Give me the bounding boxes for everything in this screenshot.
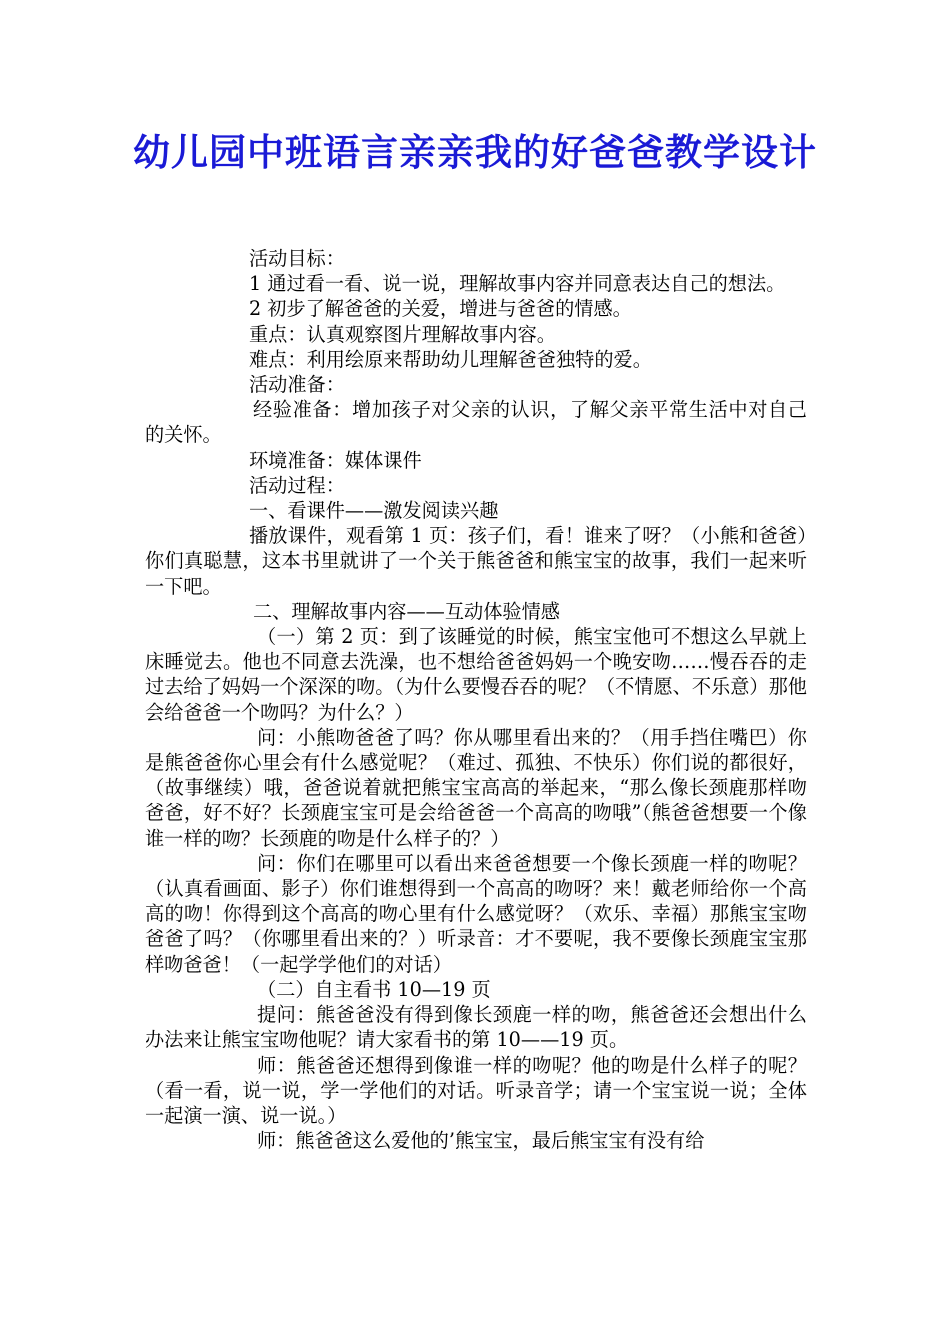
paragraph-key-point: 重点：认真观察图片理解故事内容。 [249, 322, 556, 346]
document-body [145, 246, 807, 1153]
paragraph-step-1-heading: 一、看课件——激发阅读兴趣 [249, 499, 499, 523]
paragraph-question-2: 问：你们在哪里可以看出来爸爸想要一个像长颈鹿一样的吻呢？（认真看画面、影子）你们谁想得到一个高高的吻呀？来！戴老师给你一个高高的吻！你得到这个高高的吻心里有什么感觉呀？（欢乐、幸福）那熊宝宝吻爸爸了吗？（你哪里看出来的？）听录音：才不要呢，我不要像长颈鹿宝宝那样吻爸爸！（一起学学他们的对话） [145, 851, 807, 976]
paragraph-experience-prep: 经验准备：增加孩子对父亲的认识，了解父亲平常生活中对自己的关怀。 [145, 398, 807, 447]
document-title: 幼儿园中班语言亲亲我的好爸爸教学设计 [133, 131, 817, 174]
paragraph-goal-1: 1 通过看一看、说一说，理解故事内容并同意表达自己的想法。 [249, 272, 786, 296]
paragraph-process-heading: 活动过程： [249, 473, 345, 497]
paragraph-prep-heading: 活动准备： [249, 373, 345, 397]
paragraph-page-2: （一）第 2 页：到了该睡觉的时候，熊宝宝他可不想这么早就上床睡觉去。他也不同意去洗澡，也不想给爸爸妈妈一个晚安吻……慢吞吞的走过去给了妈妈一个深深的吻。（为什么要慢吞吞的呢？（不情愿、不乐意）那他会给爸爸一个吻吗？为什么？） [145, 625, 807, 724]
paragraph-step-2-heading: 二、理解故事内容——互动体验情感 [253, 599, 560, 623]
paragraph-self-reading: （二）自主看书 10—19 页 [257, 977, 491, 1001]
paragraph-goal-2: 2 初步了解爸爸的关爱，增进与爸爸的情感。 [249, 297, 632, 321]
paragraph-teacher-2: 师：熊爸爸这么爱他的’熊宝宝，最后熊宝宝有没有给 [257, 1129, 705, 1153]
paragraph-prompt: 提问：熊爸爸没有得到像长颈鹿一样的吻，熊爸爸还会想出什么办法来让熊宝宝吻他呢？请大家看书的第 10——19 页。 [145, 1003, 807, 1052]
paragraph-goals-heading: 活动目标： [249, 247, 345, 270]
paragraph-teacher-1: 师：熊爸爸还想得到像谁一样的吻呢？他的吻是什么样子的呢？（看一看，说一说，学一学他们的对话。听录音学；请一个宝宝说一说；全体一起演一演、说一说。） [145, 1053, 807, 1127]
paragraph-difficulty: 难点：利用绘原来帮助幼儿理解爸爸独特的爱。 [249, 347, 652, 371]
paragraph-environment-prep: 环境准备：媒体课件 [249, 448, 422, 472]
paragraph-question-1: 问：小熊吻爸爸了吗？你从哪里看出来的？（用手挡住嘴巴）你是熊爸爸你心里会有什么感觉呢？（难过、孤独、不快乐）你们说的都很好，（故事继续）哦，爸爸说着就把熊宝宝高高的举起来，“那么像长颈鹿那样吻爸爸，好不好？长颈鹿宝宝可是会给爸爸一个高高的吻哦”（熊爸爸想要一个像谁一样的吻？长颈鹿的吻是什么样子的？） [145, 725, 807, 850]
paragraph-step-1-body: 播放课件，观看第 1 页：孩子们，看！谁来了呀？（小熊和爸爸）你们真聪慧，这本书里就讲了一个关于熊爸爸和熊宝宝的故事，我们一起来听一下吧。 [145, 524, 807, 598]
